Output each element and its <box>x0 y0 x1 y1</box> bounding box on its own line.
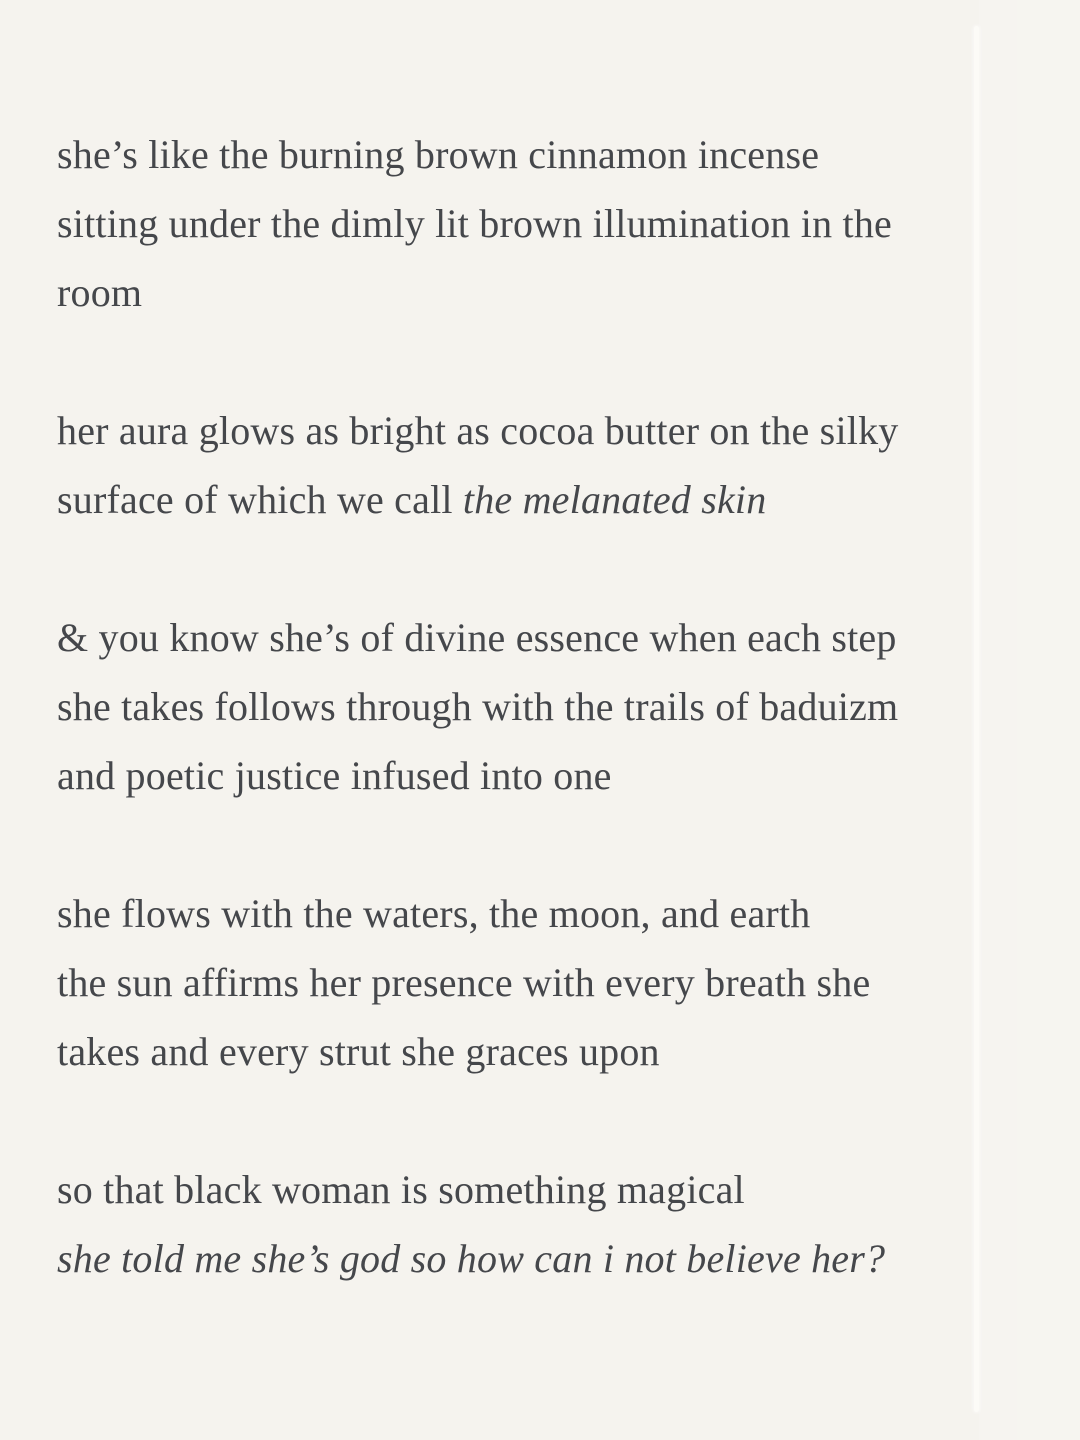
poem-segment: and poetic justice infused into one <box>57 753 612 798</box>
page-edge-region <box>979 0 1080 1440</box>
poem-line <box>57 120 962 189</box>
poem-stanza-1 <box>57 120 962 327</box>
poem-line <box>57 948 962 1017</box>
poem-stanza-3 <box>57 603 962 810</box>
poem-line <box>57 1017 962 1086</box>
poem-line <box>57 672 962 741</box>
poem-line <box>57 879 962 948</box>
poem-stanza-4 <box>57 879 962 1086</box>
poem-segment: she’s like the burning brown cinnamon incense <box>57 132 820 177</box>
poem-segment: & you know she’s of divine essence when each step <box>57 615 897 660</box>
poem-segment: she flows with the waters, the moon, and earth <box>57 891 811 936</box>
poem-line <box>57 396 962 465</box>
poem-segment: so that black woman is something magical <box>57 1167 745 1212</box>
poem-segment: room <box>57 270 143 315</box>
poem-line <box>57 1224 962 1293</box>
poem-line <box>57 741 962 810</box>
poem-segment: she takes follows through with the trails of baduizm <box>57 684 899 729</box>
poem-stanza-2 <box>57 396 962 534</box>
poem-segment: sitting under the dimly lit brown illumination in the <box>57 201 892 246</box>
poem-line <box>57 1155 962 1224</box>
poem-line <box>57 603 962 672</box>
poem-segment: takes and every strut she graces upon <box>57 1029 660 1074</box>
poem-segment: her aura glows as bright as cocoa butter on the silky <box>57 408 899 453</box>
poem-segment-italic: the melanated skin <box>462 477 767 522</box>
poem-segment-italic: she told me she’s god so how can i not believe her? <box>57 1236 886 1281</box>
page-edge-divider <box>974 26 979 1412</box>
poem-segment: the sun affirms her presence with every breath she <box>57 960 871 1005</box>
poem-segment: surface of which we call <box>57 477 463 522</box>
poem-text <box>57 120 962 1293</box>
poem-line <box>57 465 962 534</box>
poem-line <box>57 258 962 327</box>
poem-stanza-5 <box>57 1155 962 1293</box>
poem-line <box>57 189 962 258</box>
